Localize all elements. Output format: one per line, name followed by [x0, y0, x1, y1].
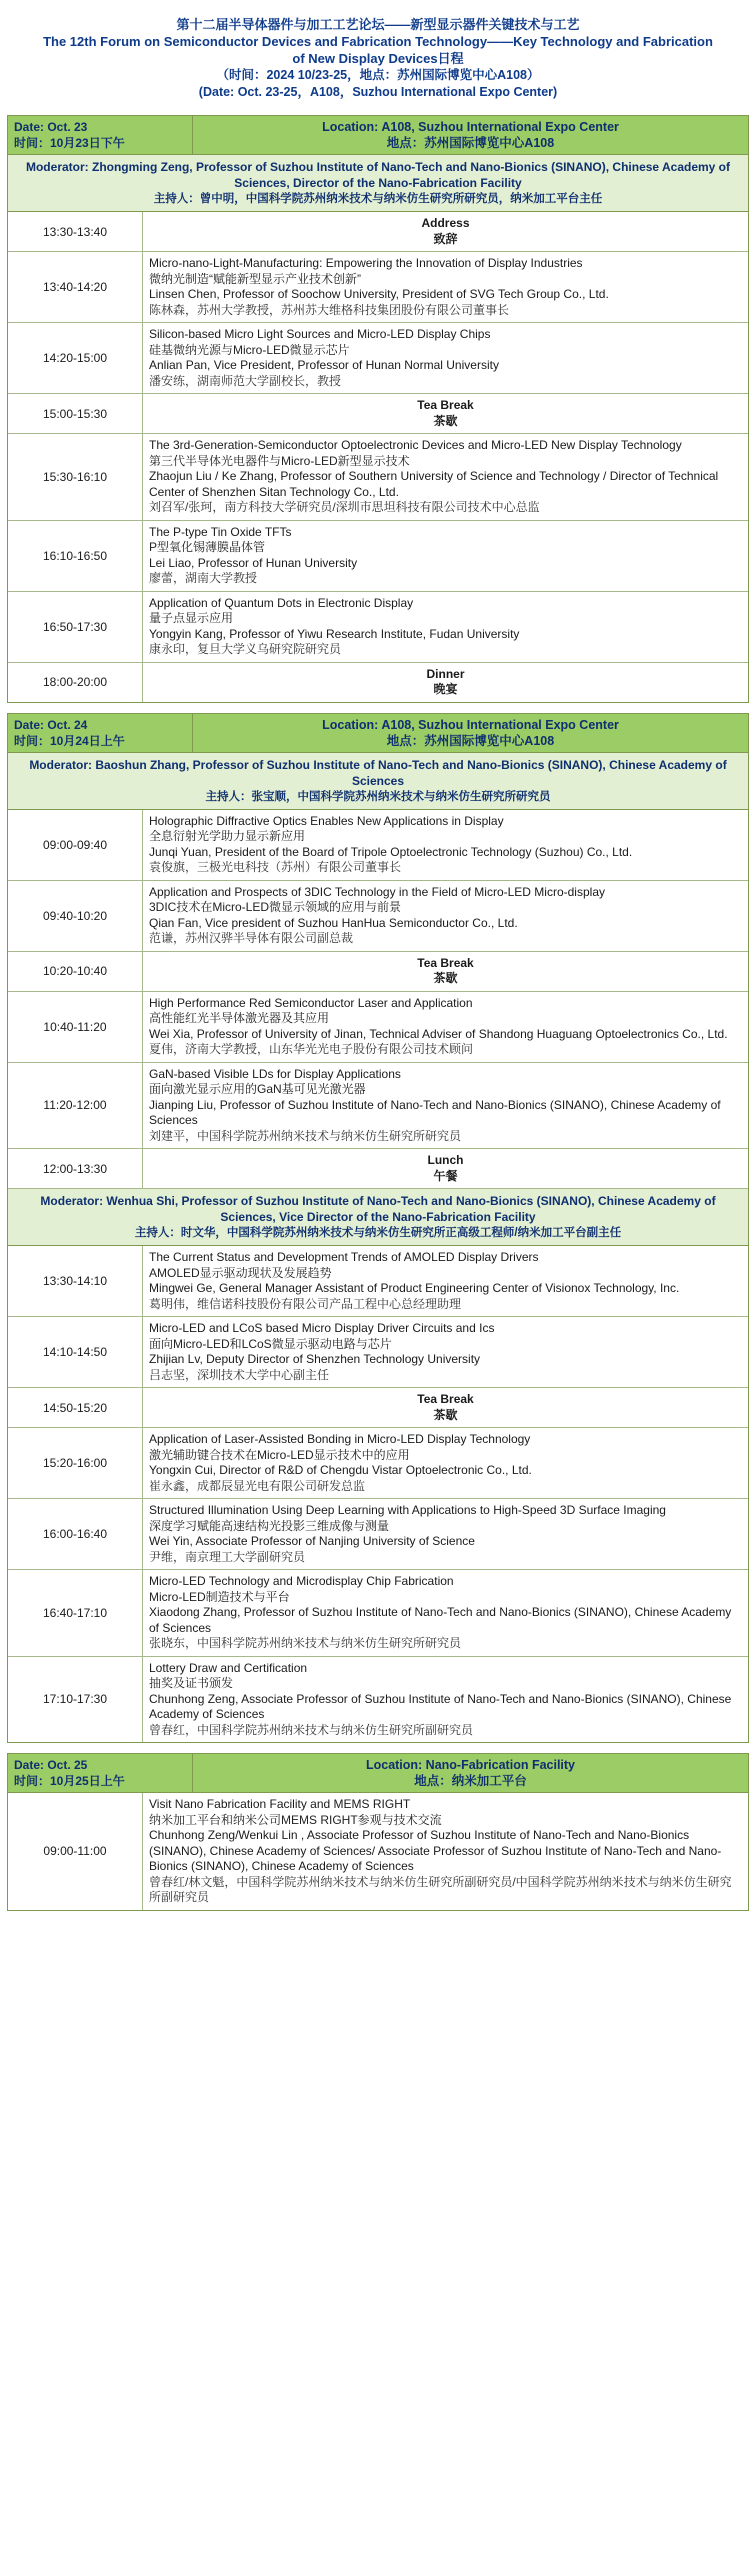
day-location [193, 1754, 748, 1792]
session-title-zh: 全息衍射光学助力显示新应用 [149, 829, 306, 843]
schedule-days [7, 115, 749, 1911]
session-row [8, 1657, 748, 1743]
day-date-en: Date: Oct. 25 [14, 1758, 88, 1772]
session-speaker-zh: 范谦，苏州汉骅半导体有限公司副总裁 [149, 931, 354, 945]
session-title-zh: 面向Micro-LED和LCoS微显示驱动电路与芯片 [149, 1336, 392, 1351]
session-title: Micro-nano-Light-Manufacturing: Empowering the Innovation of Display Industries [149, 256, 583, 270]
session-row [8, 592, 748, 663]
session-content [143, 1657, 748, 1743]
session-speaker: Lei Liao, Professor of Hunan University [149, 555, 358, 570]
session-title: Application of Laser-Assisted Bonding in Micro-LED Display Technology [149, 1432, 531, 1446]
session-time: 16:50-17:30 [8, 592, 143, 662]
session-speaker-zh: 张晓东，中国科学院苏州纳米技术与纳米仿生研究所研究员 [149, 1636, 462, 1650]
moderator-zh: 主持人：张宝顺，中国科学院苏州纳米技术与纳米仿生研究所研究员 [205, 790, 551, 803]
session-title-zh: 深度学习赋能高速结构光投影三维成像与测量 [149, 1518, 390, 1533]
session-title: Holographic Diffractive Optics Enables New Applications in Display [149, 813, 504, 828]
break-row [8, 952, 748, 992]
session-speaker-zh: 葛明伟，维信诺科技股份有限公司产品工程中心总经理助理 [149, 1296, 462, 1311]
session-content [143, 1063, 748, 1149]
day-location-en: Location: A108, Suzhou International Expo Center [322, 120, 619, 134]
session-time: 17:10-17:30 [8, 1657, 143, 1743]
header-title-zh: 第十二届半导体器件与加工工艺论坛——新型显示器件关键技术与工艺 [176, 17, 580, 32]
header-date-en: (Date: Oct. 23-25，A108，Suzhou International Expo Center) [198, 85, 558, 99]
session-row [8, 434, 748, 521]
day-header [8, 1754, 748, 1793]
day-date-zh: 时间：10月23日下午 [14, 136, 125, 150]
session-speaker: Yongyin Kang, Professor of Yiwu Research Institute, Fudan University [149, 626, 520, 641]
break-label-en: Tea Break [417, 1392, 474, 1406]
break-content [143, 394, 748, 433]
break-label-en: Tea Break [417, 398, 474, 412]
day-date-zh: 时间：10月24日上午 [14, 733, 125, 748]
break-content [143, 1388, 748, 1427]
session-speaker-zh: 袁俊旗，三极光电科技（苏州）有限公司董事长 [149, 860, 402, 874]
session-speaker: Chunhong Zeng/Wenkui Lin , Associate Professor of Suzhou Institute of Nano-Tech and Nano-Bionics (SINANO), Chinese Academy of Sciences/ Associate Professor of Suzhou Institute of Nano-Tech and Nano-Bionics (SINANO), Chinese Academy of Sciences [149, 1828, 722, 1873]
day-section [7, 1753, 749, 1911]
session-speaker: Xiaodong Zhang, Professor of Suzhou Institute of Nano-Tech and Nano-Bionics (SINANO), Chinese Academy of Sciences [149, 1605, 732, 1635]
session-content [143, 252, 748, 322]
session-time: 09:40-10:20 [8, 881, 143, 951]
session-content [143, 810, 748, 880]
session-title: Silicon-based Micro Light Sources and Micro-LED Display Chips [149, 327, 491, 341]
session-time: 13:30-13:40 [8, 212, 143, 251]
session-speaker: Junqi Yuan, President of the Board of Tripole Optoelectronic Technology (Suzhou) Co., Ltd. [149, 844, 633, 859]
moderator-banner [8, 1189, 748, 1246]
session-time: 14:10-14:50 [8, 1317, 143, 1387]
day-date [8, 1754, 193, 1792]
session-title: The P-type Tin Oxide TFTs [149, 524, 292, 539]
session-time: 15:00-15:30 [8, 394, 143, 433]
session-speaker-zh: 刘召军/张珂，南方科技大学研究员/深圳市思坦科技有限公司技术中心总监 [149, 500, 540, 514]
day-date-en: Date: Oct. 24 [14, 717, 88, 732]
session-speaker: Chunhong Zeng, Associate Professor of Suzhou Institute of Nano-Tech and Nano-Bionics (SINANO), Chinese Academy of Sciences [149, 1691, 732, 1721]
day-section [7, 713, 749, 1744]
session-content [143, 434, 748, 520]
header-title-en-cont: of New Display Devices日程 [292, 51, 464, 66]
session-row [8, 1317, 748, 1388]
session-time: 13:40-14:20 [8, 252, 143, 322]
session-content [143, 1428, 748, 1498]
session-title-zh: 面向激光显示应用的GaN基可见光激光器 [149, 1082, 366, 1096]
session-title: The Current Status and Development Trends of AMOLED Display Drivers [149, 1250, 539, 1264]
session-title-zh: 第三代半导体光电器件与Micro-LED新型显示技术 [149, 453, 410, 468]
session-speaker-zh: 夏伟，济南大学教授，山东华光光电子股份有限公司技术顾问 [149, 1042, 474, 1056]
session-title-zh: 激光辅助键合技术在Micro-LED显示技术中的应用 [149, 1447, 410, 1462]
session-row [8, 1063, 748, 1150]
session-row [8, 1570, 748, 1657]
session-speaker-zh: 廖蕾，湖南大学教授 [149, 571, 258, 585]
break-content [143, 1149, 748, 1188]
session-time: 09:00-09:40 [8, 810, 143, 880]
day-section [7, 115, 749, 703]
session-row [8, 521, 748, 592]
session-time: 10:40-11:20 [8, 992, 143, 1062]
session-content [143, 1793, 748, 1910]
header-title-en: The 12th Forum on Semiconductor Devices and Fabrication Technology——Key Technology and Fabrication [43, 34, 713, 49]
session-speaker: Zhaojun Liu / Ke Zhang, Professor of Southern University of Science and Technology / Director of Technical Center of Shenzhen Sitan Technology Co., Ltd. [149, 469, 719, 499]
session-title: The 3rd-Generation-Semiconductor Optoelectronic Devices and Micro-LED New Display Technology [149, 438, 682, 452]
session-title-zh: 微纳光制造“赋能新型显示产业技术创新” [149, 271, 361, 286]
session-speaker: Linsen Chen, Professor of Soochow University, President of SVG Tech Group Co., Ltd. [149, 287, 609, 301]
session-speaker-zh: 崔永鑫，成都辰显光电有限公司研发总监 [149, 1478, 366, 1493]
session-time: 16:10-16:50 [8, 521, 143, 591]
day-date [8, 116, 193, 154]
session-speaker-zh: 陈林森，苏州大学教授，苏州苏大维格科技集团股份有限公司董事长 [149, 302, 510, 317]
session-row [8, 1793, 748, 1910]
session-title-zh: Micro-LED制造技术与平台 [149, 1589, 290, 1604]
day-header [8, 714, 748, 753]
moderator-banner [8, 753, 748, 810]
session-title: GaN-based Visible LDs for Display Applications [149, 1066, 401, 1081]
session-speaker: Zhijian Lv, Deputy Director of Shenzhen Technology University [149, 1352, 481, 1366]
break-row [8, 1388, 748, 1428]
break-row [8, 212, 748, 252]
day-location-en: Location: Nano-Fabrication Facility [365, 1758, 576, 1772]
session-title-zh: 3DIC技术在Micro-LED微显示领域的应用与前景 [149, 900, 402, 914]
session-speaker: Wei Yin, Associate Professor of Nanjing University of Science [149, 1534, 475, 1548]
session-content [143, 1499, 748, 1569]
session-row [8, 881, 748, 952]
session-time: 12:00-13:30 [8, 1149, 143, 1188]
session-row [8, 323, 748, 394]
session-content [143, 521, 748, 591]
session-title-zh: 量子点显示应用 [149, 611, 234, 625]
session-time: 14:50-15:20 [8, 1388, 143, 1427]
session-time: 16:00-16:40 [8, 1499, 143, 1569]
break-content [143, 663, 748, 702]
day-location-zh: 地点：纳米加工平台 [414, 1774, 527, 1788]
break-label-zh: 茶歇 [433, 971, 458, 985]
session-time: 09:00-11:00 [8, 1793, 143, 1910]
session-content [143, 1570, 748, 1656]
day-location [193, 116, 748, 154]
moderator-en: Moderator: Zhongming Zeng, Professor of Suzhou Institute of Nano-Tech and Nano-Bionics (SINANO), Chinese Academy of Sciences, Director of the Nano-Fabrication Facility [25, 160, 731, 190]
break-content [143, 952, 748, 991]
session-row [8, 810, 748, 881]
session-speaker: Qian Fan, Vice president of Suzhou HanHua Semiconductor Co., Ltd. [149, 915, 518, 930]
session-content [143, 1246, 748, 1316]
session-content [143, 881, 748, 951]
session-speaker-zh: 康永印，复旦大学义乌研究院研究员 [149, 642, 342, 656]
session-time: 10:20-10:40 [8, 952, 143, 991]
day-header [8, 116, 748, 155]
day-location-en: Location: A108, Suzhou International Expo Center [322, 717, 619, 732]
moderator-zh: 主持人：时文华，中国科学院苏州纳米技术与纳米仿生研究所正高级工程师/纳米加工平台副主任 [134, 1227, 622, 1239]
session-row [8, 1246, 748, 1317]
session-title-zh: 抽奖及证书颁发 [149, 1676, 234, 1690]
day-location [193, 714, 748, 752]
day-location-zh: 地点：苏州国际博览中心A108 [386, 136, 555, 150]
day-date-zh: 时间：10月25日上午 [14, 1774, 125, 1788]
session-row [8, 992, 748, 1063]
document-header [7, 16, 749, 115]
session-speaker: Jianping Liu, Professor of Suzhou Institute of Nano-Tech and Nano-Bionics (SINANO), Chinese Academy of Sciences [149, 1097, 721, 1127]
session-speaker: Wei Xia, Professor of University of Jinan, Technical Adviser of Shandong Huaguang Optoelectronics Co., Ltd. [149, 1026, 728, 1041]
moderator-banner [8, 155, 748, 212]
session-title: Micro-LED Technology and Microdisplay Chip Fabrication [149, 1574, 454, 1588]
session-speaker: Anlian Pan, Vice President, Professor of Hunan Normal University [149, 358, 499, 372]
session-time: 18:00-20:00 [8, 663, 143, 702]
session-time: 11:20-12:00 [8, 1063, 143, 1149]
session-title: High Performance Red Semiconductor Laser and Application [149, 995, 473, 1010]
break-label-zh: 茶歇 [433, 413, 458, 428]
day-date [8, 714, 193, 752]
session-content [143, 992, 748, 1062]
session-content [143, 592, 748, 662]
session-time: 13:30-14:10 [8, 1246, 143, 1316]
break-label-zh: 致辞 [433, 231, 458, 246]
session-title: Application and Prospects of 3DIC Technology in the Field of Micro-LED Micro-display [149, 884, 605, 899]
session-title-zh: 高性能红光半导体激光器及其应用 [149, 1011, 330, 1025]
session-speaker-zh: 吕志坚，深圳技术大学中心副主任 [149, 1367, 330, 1382]
session-speaker-zh: 尹维，南京理工大学副研究员 [149, 1549, 306, 1564]
session-row [8, 252, 748, 323]
session-speaker: Yongxin Cui, Director of R&D of Chengdu Vistar Optoelectronic Co., Ltd. [149, 1463, 532, 1477]
break-label-en: Tea Break [417, 955, 474, 970]
break-label-zh: 晚宴 [433, 682, 458, 696]
break-row [8, 1149, 748, 1189]
session-title: Micro-LED and LCoS based Micro Display Driver Circuits and Ics [149, 1321, 495, 1335]
session-speaker-zh: 曾春红，中国科学院苏州纳米技术与纳米仿生研究所副研究员 [149, 1722, 474, 1737]
day-location-zh: 地点：苏州国际博览中心A108 [386, 733, 555, 748]
break-label-en: Lunch [427, 1153, 464, 1167]
break-label-en: Dinner [426, 666, 465, 681]
session-title: Lottery Draw and Certification [149, 1660, 308, 1675]
break-row [8, 394, 748, 434]
moderator-en: Moderator: Baoshun Zhang, Professor of Suzhou Institute of Nano-Tech and Nano-Bionics (SINANO), Chinese Academy of Sciences [29, 757, 727, 788]
session-time: 14:20-15:00 [8, 323, 143, 393]
break-label-zh: 茶歇 [433, 1407, 458, 1422]
session-content [143, 323, 748, 393]
session-speaker-zh: 曾春红/林文魁，中国科学院苏州纳米技术与纳米仿生研究所副研究员/中国科学院苏州纳米技术与纳米仿生研究所副研究员 [149, 1874, 732, 1904]
break-label-en: Address [421, 216, 470, 230]
session-speaker: Mingwei Ge, General Manager Assistant of Product Engineering Center of Visionox Technology, Inc. [149, 1281, 680, 1295]
session-speaker-zh: 潘安练，湖南师范大学副校长，教授 [149, 373, 342, 388]
break-row [8, 663, 748, 702]
session-title-zh: P型氧化锡薄膜晶体管 [149, 540, 266, 554]
break-content [143, 212, 748, 251]
break-label-zh: 午餐 [433, 1168, 458, 1183]
session-time: 15:20-16:00 [8, 1428, 143, 1498]
session-title-zh: AMOLED显示驱动现状及发展趋势 [149, 1265, 332, 1280]
session-row [8, 1428, 748, 1499]
session-time: 15:30-16:10 [8, 434, 143, 520]
session-time: 16:40-17:10 [8, 1570, 143, 1656]
session-content [143, 1317, 748, 1387]
day-date-en: Date: Oct. 23 [14, 120, 88, 134]
session-title: Application of Quantum Dots in Electronic Display [149, 595, 414, 610]
moderator-zh: 主持人：曾中明，中国科学院苏州纳米技术与纳米仿生研究所研究员，纳米加工平台主任 [153, 193, 603, 205]
session-row [8, 1499, 748, 1570]
session-speaker-zh: 刘建平，中国科学院苏州纳米技术与纳米仿生研究所研究员 [149, 1128, 462, 1143]
session-title: Structured Illumination Using Deep Learning with Applications to High-Speed 3D Surface Imaging [149, 1503, 666, 1517]
session-title-zh: 纳米加工平台和纳米公司MEMS RIGHT参观与技术交流 [149, 1812, 442, 1827]
session-title-zh: 硅基微纳光源与Micro-LED微显示芯片 [149, 342, 350, 357]
moderator-en: Moderator: Wenhua Shi, Professor of Suzhou Institute of Nano-Tech and Nano-Bionics (SINANO), Chinese Academy of Sciences, Vice Director of the Nano-Fabrication Facility [40, 1194, 716, 1224]
header-date-zh: （时间：2024 10/23-25，地点：苏州国际博览中心A108） [216, 68, 540, 82]
session-title: Visit Nano Fabrication Facility and MEMS RIGHT [149, 1797, 411, 1811]
